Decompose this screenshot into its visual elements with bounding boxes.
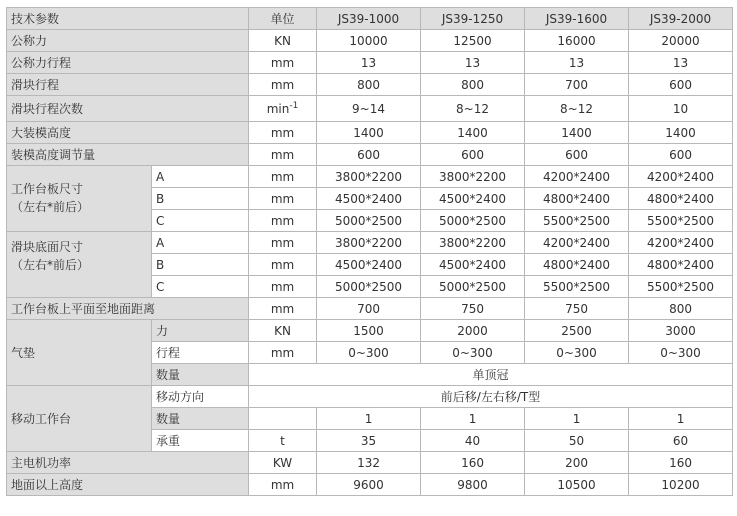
- cell-value: 2500: [525, 320, 629, 342]
- cell-value: 1400: [317, 122, 421, 144]
- cell-value: 0~300: [421, 342, 525, 364]
- cell-value: 0~300: [317, 342, 421, 364]
- cell-value: 3000: [629, 320, 733, 342]
- sub-key: C: [152, 276, 249, 298]
- row-unit: mm: [249, 122, 317, 144]
- cell-value: 1400: [525, 122, 629, 144]
- cell-value: 35: [317, 430, 421, 452]
- cell-value: 4800*2400: [525, 254, 629, 276]
- cell-value: 1400: [629, 122, 733, 144]
- header-model: JS39-1250: [421, 8, 525, 30]
- cell-value: 1: [525, 408, 629, 430]
- cell-value: 5000*2500: [421, 276, 525, 298]
- cell-value: 13: [629, 52, 733, 74]
- cell-value: 10200: [629, 474, 733, 496]
- table-row: [7, 96, 733, 122]
- cell-value: 5000*2500: [317, 210, 421, 232]
- table-row: [7, 144, 733, 166]
- row-label: 地面以上高度: [7, 474, 249, 496]
- cell-value: 1500: [317, 320, 421, 342]
- cell-value: 8~12: [421, 96, 525, 122]
- cell-value: 800: [421, 74, 525, 96]
- cell-value: 5500*2500: [525, 276, 629, 298]
- cell-value: 200: [525, 452, 629, 474]
- sub-key: C: [152, 210, 249, 232]
- group-label: [7, 166, 152, 232]
- row-unit: mm: [249, 232, 317, 254]
- row-unit: [249, 96, 317, 122]
- row-label: 装模高度调节量: [7, 144, 249, 166]
- cell-value: 5500*2500: [629, 276, 733, 298]
- cell-value: 40: [421, 430, 525, 452]
- cell-value: 50: [525, 430, 629, 452]
- row-unit: mm: [249, 52, 317, 74]
- header-row: [7, 8, 733, 30]
- group-label-line: 滑块底面尺寸: [11, 240, 84, 254]
- row-label: 滑块行程: [7, 74, 249, 96]
- sub-key: A: [152, 232, 249, 254]
- header-model: JS39-1000: [317, 8, 421, 30]
- cell-value: 3800*2200: [317, 166, 421, 188]
- row-label: 主电机功率: [7, 452, 249, 474]
- cell-value: 13: [421, 52, 525, 74]
- sub-key: 移动方向: [152, 386, 249, 408]
- cell-value: 160: [421, 452, 525, 474]
- merged-value: 单顶冠: [249, 364, 733, 386]
- header-unit: 单位: [249, 8, 317, 30]
- row-unit: mm: [249, 188, 317, 210]
- row-unit: mm: [249, 342, 317, 364]
- merged-value: 前后移/左右移/T型: [249, 386, 733, 408]
- row-unit: mm: [249, 210, 317, 232]
- row-label: 公称力: [7, 30, 249, 52]
- table-row: [7, 320, 733, 342]
- cell-value: 20000: [629, 30, 733, 52]
- sub-key: 行程: [152, 342, 249, 364]
- cell-value: 9600: [317, 474, 421, 496]
- table-row: [7, 474, 733, 496]
- cell-value: 5500*2500: [525, 210, 629, 232]
- cell-value: 9~14: [317, 96, 421, 122]
- cell-value: 750: [421, 298, 525, 320]
- cell-value: 4500*2400: [421, 188, 525, 210]
- table-row: [7, 386, 733, 408]
- cell-value: 600: [525, 144, 629, 166]
- cell-value: 1: [317, 408, 421, 430]
- table-row: [7, 74, 733, 96]
- cell-value: 4200*2400: [525, 232, 629, 254]
- cell-value: 13: [525, 52, 629, 74]
- table-row: [7, 298, 733, 320]
- cell-value: 700: [317, 298, 421, 320]
- cell-value: 10000: [317, 30, 421, 52]
- group-label-line: （左右*前后）: [11, 200, 90, 214]
- cell-value: 5500*2500: [629, 210, 733, 232]
- table-row: [7, 122, 733, 144]
- group-label: [7, 232, 152, 298]
- unit-base: min: [266, 102, 290, 116]
- cell-value: 1400: [421, 122, 525, 144]
- row-unit: KN: [249, 320, 317, 342]
- cell-value: 600: [317, 144, 421, 166]
- cell-value: 60: [629, 430, 733, 452]
- table-row: [7, 232, 733, 254]
- cell-value: 16000: [525, 30, 629, 52]
- unit-exponent: -1: [289, 101, 299, 111]
- table-row: [7, 166, 733, 188]
- cell-value: 132: [317, 452, 421, 474]
- sub-key: A: [152, 166, 249, 188]
- row-unit: t: [249, 430, 317, 452]
- cell-value: 600: [629, 74, 733, 96]
- row-unit: mm: [249, 166, 317, 188]
- cell-value: 13: [317, 52, 421, 74]
- row-label: 工作台板上平面至地面距离: [7, 298, 249, 320]
- cell-value: 1: [421, 408, 525, 430]
- row-unit: KN: [249, 30, 317, 52]
- cell-value: 4200*2400: [629, 232, 733, 254]
- cell-value: 3800*2200: [421, 232, 525, 254]
- cell-value: 5000*2500: [421, 210, 525, 232]
- cell-value: 600: [629, 144, 733, 166]
- group-label-line: （左右*前后）: [11, 258, 90, 272]
- cell-value: 4800*2400: [629, 254, 733, 276]
- cell-value: 750: [525, 298, 629, 320]
- cell-value: 12500: [421, 30, 525, 52]
- group-label: 气垫: [7, 320, 152, 386]
- spec-table: [6, 7, 733, 496]
- sub-key: 承重: [152, 430, 249, 452]
- row-label: 滑块行程次数: [7, 96, 249, 122]
- cell-value: 8~12: [525, 96, 629, 122]
- header-model: JS39-1600: [525, 8, 629, 30]
- sub-key: 数量: [152, 408, 249, 430]
- cell-value: 4500*2400: [317, 254, 421, 276]
- header-param: 技术参数: [7, 8, 249, 30]
- cell-value: 0~300: [629, 342, 733, 364]
- cell-value: 4500*2400: [421, 254, 525, 276]
- row-label: 公称力行程: [7, 52, 249, 74]
- cell-value: 10500: [525, 474, 629, 496]
- sub-key: 数量: [152, 364, 249, 386]
- sub-key: B: [152, 188, 249, 210]
- cell-value: 10: [629, 96, 733, 122]
- cell-value: 4200*2400: [525, 166, 629, 188]
- cell-value: 800: [317, 74, 421, 96]
- row-unit: mm: [249, 298, 317, 320]
- cell-value: 160: [629, 452, 733, 474]
- row-unit: KW: [249, 452, 317, 474]
- header-model: JS39-2000: [629, 8, 733, 30]
- cell-value: 4200*2400: [629, 166, 733, 188]
- cell-value: 3800*2200: [421, 166, 525, 188]
- cell-value: 4800*2400: [525, 188, 629, 210]
- cell-value: 700: [525, 74, 629, 96]
- cell-value: 9800: [421, 474, 525, 496]
- group-label-line: 工作台板尺寸: [11, 182, 84, 196]
- cell-value: 4500*2400: [317, 188, 421, 210]
- cell-value: 800: [629, 298, 733, 320]
- row-unit: mm: [249, 276, 317, 298]
- cell-value: 1: [629, 408, 733, 430]
- cell-value: 5000*2500: [317, 276, 421, 298]
- sub-key: 力: [152, 320, 249, 342]
- row-unit: mm: [249, 74, 317, 96]
- row-unit: mm: [249, 254, 317, 276]
- row-unit: [249, 408, 317, 430]
- cell-value: 3800*2200: [317, 232, 421, 254]
- row-unit: mm: [249, 474, 317, 496]
- group-label: 移动工作台: [7, 386, 152, 452]
- row-unit: mm: [249, 144, 317, 166]
- table-row: [7, 52, 733, 74]
- sub-key: B: [152, 254, 249, 276]
- cell-value: 0~300: [525, 342, 629, 364]
- table-row: [7, 452, 733, 474]
- row-label: 大装模高度: [7, 122, 249, 144]
- cell-value: 4800*2400: [629, 188, 733, 210]
- cell-value: 2000: [421, 320, 525, 342]
- table-row: [7, 30, 733, 52]
- cell-value: 600: [421, 144, 525, 166]
